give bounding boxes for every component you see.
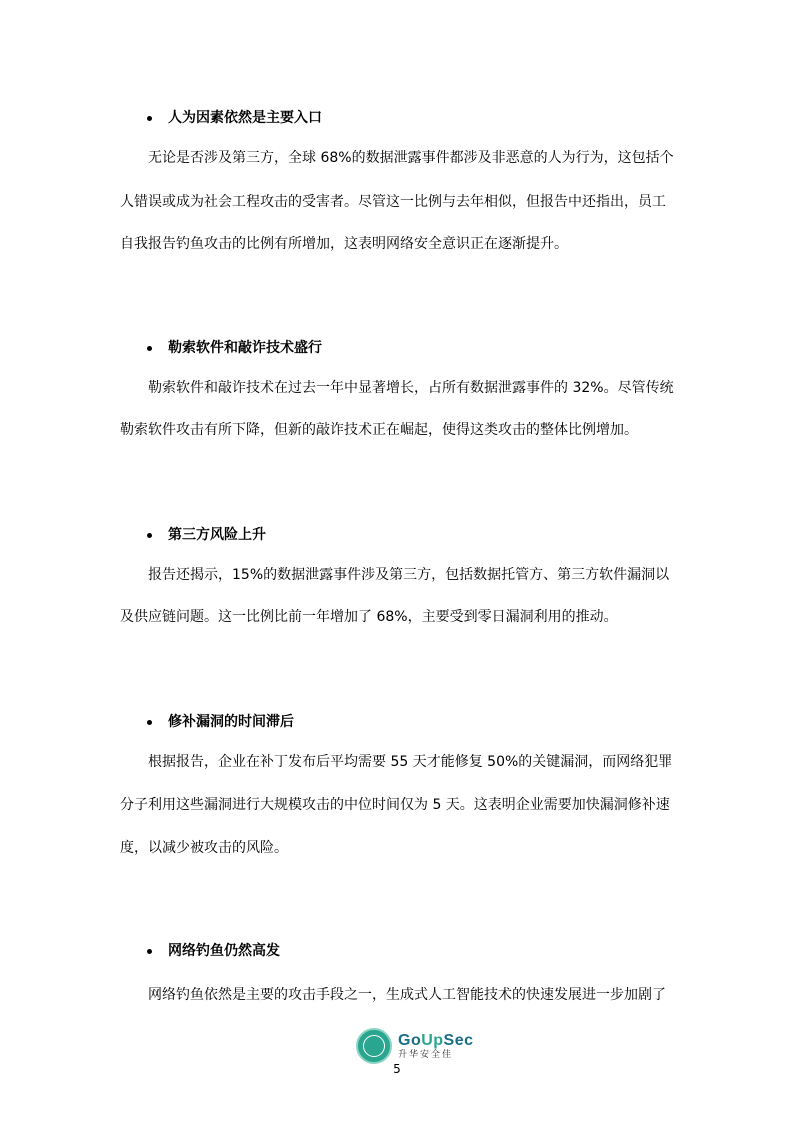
bullet-icon [147, 533, 152, 538]
paragraph-line: 勒索软件攻击有所下降，但新的敲诈技术正在崛起，使得这类攻击的整体比例增加。 [120, 422, 638, 438]
paragraph-line: 度，以减少被攻击的风险。 [120, 840, 288, 856]
section-heading-3 [148, 525, 266, 545]
logo-name: GoUpSec [398, 1031, 474, 1049]
bullet-icon [147, 949, 152, 954]
section-heading-4 [148, 712, 294, 732]
page-number: 5 [393, 1062, 401, 1076]
logo-tagline: 升华安全佳 [398, 1049, 454, 1060]
paragraph-line: 勒索软件和敲诈技术在过去一年中显著增长，占所有数据泄露事件的 32%。尽管传统 [148, 380, 674, 396]
section-heading-text: 勒索软件和敲诈技术盛行 [168, 340, 322, 356]
section-heading-text: 第三方风险上升 [168, 527, 266, 543]
section-heading-text: 网络钓鱼仍然高发 [168, 943, 280, 959]
goupsec-logo [356, 1028, 474, 1064]
paragraph-line: 网络钓鱼依然是主要的攻击手段之一，生成式人工智能技术的快速发展进一步加剧了 [148, 987, 666, 1003]
paragraph-line: 分子利用这些漏洞进行大规模攻击的中位时间仅为 5 天。这表明企业需要加快漏洞修补速 [120, 797, 670, 813]
paragraph-line: 根据报告，企业在补丁发布后平均需要 55 天才能修复 50%的关键漏洞，而网络犯罪 [148, 754, 673, 770]
paragraph-line: 人错误或成为社会工程攻击的受害者。尽管这一比例与去年相似，但报告中还指出，员工 [120, 194, 666, 210]
section-heading-text: 修补漏洞的时间滞后 [168, 714, 294, 730]
section-heading-5 [148, 941, 280, 961]
paragraph-line: 及供应链问题。这一比例比前一年增加了 68%，主要受到零日漏洞利用的推动。 [120, 609, 618, 625]
section-heading-2 [148, 338, 322, 358]
logo-badge-icon [356, 1028, 392, 1064]
paragraph-line: 无论是否涉及第三方，全球 68%的数据泄露事件都涉及非恶意的人为行为，这包括个 [148, 150, 674, 166]
bullet-icon [147, 116, 152, 121]
bullet-icon [147, 346, 152, 351]
bullet-icon [147, 720, 152, 725]
section-heading-1 [148, 108, 322, 128]
section-heading-text: 人为因素依然是主要入口 [168, 110, 322, 126]
paragraph-line: 报告还揭示，15%的数据泄露事件涉及第三方，包括数据托管方、第三方软件漏洞以 [148, 567, 670, 583]
paragraph-line: 自我报告钓鱼攻击的比例有所增加，这表明网络安全意识正在逐渐提升。 [120, 236, 568, 252]
